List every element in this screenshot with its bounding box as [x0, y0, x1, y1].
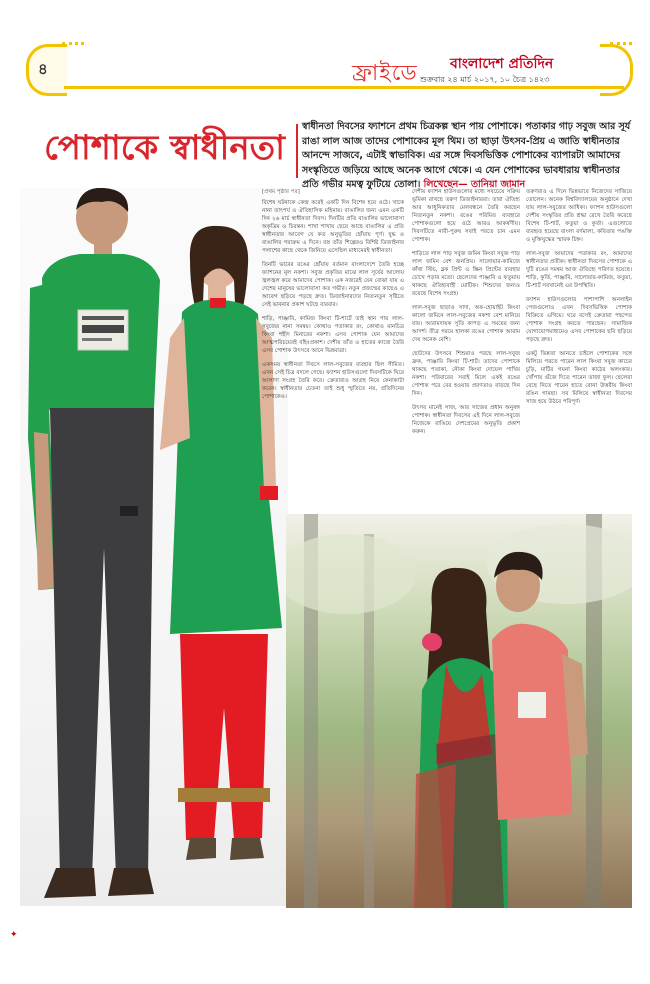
paragraph: তরুণরাও এ দিনে ভিন্নভাবে নিজেদের সাজিয়ে তোলেন। অনেক বিশ্ববিদ্যালয়ের অনুষ্ঠানে দেখা যায় লাল-সবুজের আধিক্য। ফ্যাশন হাউসগুলো দেশীয় সংস্কৃতির প্রতি শ্রদ্ধা রেখে তৈরি করেছে বিশেষ টি-শার্ট, ফতুয়া ও কুর্তা। এগুলোতে ব্যবহৃত হয়েছে বাংলা বর্ণমালা, কবিতার পঙক্তি ও মুক্তিযুদ্ধের স্মারক চিহ্ন।	[526, 189, 632, 243]
paragraph: বিশেষ ঘটনাকে কেন্দ্র করেই একটি দিন বিশেষ হয়ে ওঠে। খাকে নানা তাৎপর্য ও ঐতিহাসিক মহিমায়। বাঙালির জন্য এমন একটি দিন ২৬ মার্চ স্বাধীনতা দিবস। দিনটির প্রতি বাঙালির ভালোবাসা অকৃত্রিম ও চিরন্তন। শাখা শাখায় ছেয়ে আছে বাঙালির এ প্রতি স্বাধীনতার আবেগ যে কত অনুভূতির ছোঁয়ায় পূর্ণ। যুদ্ধ ও বাঙালির পরাক্রম এ দিনে। বস্ত্র তাঁত শিল্পেরও বিশিষ্ট ডিজাইনার পলাশের কাছে থেকে জিনিয়ে এসেছিল মাধ্যমেরই স্বাধীনতা।	[262, 200, 404, 254]
photo-illustration-2	[286, 514, 632, 908]
section-name: ফ্রাইডে	[352, 61, 418, 86]
photo-illustration-1	[20, 188, 288, 906]
fashion-photo-couple-park	[286, 514, 632, 908]
paper-name: বাংলাদেশ প্রতিদিন	[450, 56, 554, 72]
paragraph: ফ্যাশন হাউসগুলোর পাশাপাশি অনলাইন পেজগুলোও এখন দিবসভিত্তিক পোশাক বিক্রিতে এগিয়ে। ঘরে বসেই ক্রেতারা পছন্দের পোশাক সংগ্রহ করতে পারছেন। সামাজিক যোগাযোগমাধ্যমেও এসব পোশাকের ছবি ছড়িয়ে পড়ছে দ্রুত।	[526, 297, 632, 343]
article-column-3	[526, 188, 632, 510]
article-intro	[302, 120, 632, 193]
intro-text: স্বাধীনতা দিবসের ফ্যাশনে প্রথম চিত্রকল্প স্থান পায় পোশাকে। পতাকার গাঢ় সবুজ আর সূর্য রাঙা লাল আজ তাদের পোশাকের মূল থিম। তা ছাড়া উৎসব-প্রিয় এ জাতি স্বাধীনতার আনন্দে সাজবে, এটাই স্বাভাবিক। এর সঙ্গে দিবসভিত্তিক পোশাকের ব্যাপারটা আমাদের সংস্কৃতিতে জড়িয়ে আছে অনেক আগে থেকে। এ যেন পোশাকের ভাবধারায় স্বাধীনতার প্রতি গভীর মমত্ব ফুটিয়ে তোলা।	[302, 121, 631, 191]
paragraph: একটু ভিন্নতা আনতে চাইলে পোশাকের সঙ্গে মিলিয়ে পরতে পারেন লাল কিংবা সবুজ কাচের চুড়ি, মাটির গয়না কিংবা কাঠের অলংকার। খোঁপায় গুঁজে দিতে পারেন তাজা ফুল। ছেলেরা বেছে নিতে পারেন হাতে বোনা উত্তরীয় কিংবা রঙিন গামছা। সব মিলিয়ে স্বাধীনতা দিবসের সাজ হয়ে উঠবে পরিপূর্ণ।	[526, 351, 632, 405]
paragraph: উৎসব মানেই সাজ, আর সাজের প্রধান অনুষঙ্গ পোশাক। স্বাধীনতা দিবসের এই দিনে লাল-সবুজে নিজেকে রাঙিয়ে দেশপ্রেমের অনুভূতি প্রকাশ করুন।	[412, 405, 520, 435]
article-column-2	[412, 188, 520, 510]
issue-date: শুক্রবার ২৪ মার্চ ২০১৭, ১০ চৈত্র ১৪২৩	[420, 75, 550, 84]
continued-tag: [প্রথম পৃষ্ঠার পর]	[262, 189, 300, 195]
intro-separator	[296, 124, 298, 178]
paragraph: শাড়িতে লাল পাড় সবুজ জমিন কিংবা সবুজ পাড় লাল জমিন বেশ জনপ্রিয়। সালোয়ার-কামিজে কাঁথা স্টিচ, ব্লক প্রিন্ট ও স্ক্রিন প্রিন্টের ব্যবহার চোখে পড়ার মতো। ছেলেদের পাঞ্জাবি ও ফতুয়ায় থাকছে ঐতিহ্যবাহী মোটিফ। শিশুদের জন্যও রয়েছে বিশেষ সংগ্রহ।	[412, 251, 520, 297]
paragraph: ছোটদের উৎসবে শিশুরাও পরছে লাল-সবুজ ফ্রক, পাঞ্জাবি কিংবা টি-শার্ট। তাদের পোশাকে থাকছে পতাকা, নৌকা কিংবা দোয়েল পাখির নকশা। পরিবারের সবাই মিলে একই রঙের পোশাক পরে বের হওয়ার প্রবণতাও বাড়ছে দিন দিন।	[412, 351, 520, 397]
page-number: ৪	[38, 60, 48, 78]
paragraph: তিনটি ভাবের রঙের ছোঁয়ায় বর্তমান বাংলাদেশে তৈরি হচ্ছে ফ্যাশনের মূল নকশা। সবুজ প্রকৃতির মাঝে লাল সূর্যের আলোয় জ্বলজ্বল করে আমাদের পোশাক। এক নজরেই যেন বোঝা যায় এ দেশের মানুষের ভালোবাসা কত গভীর। নতুন প্রজন্মের কাছেও এ আবেগ ছড়িয়ে পড়ছে দ্রুত। ডিজাইনারদের নিত্যনতুন সৃষ্টিতে সেই ভাবনার প্রকাশ ঘটছে বারবার।	[262, 262, 404, 308]
byline: লিখেছেন— তানিয়া জামান	[423, 179, 526, 191]
paragraph: লাল-সবুজ আমাদের পতাকার রং, আমাদের স্বাধীনতার প্রতীক। স্বাধীনতা দিবসের পোশাকে এ দুটি রঙের সমন্বয় আজ ঐতিহ্যে পরিণত হয়েছে। শাড়ি, কুর্তি, পাঞ্জাবি, সালোয়ার-কামিজ, ফতুয়া, টি-শার্ট সবখানেই এর উপস্থিতি।	[526, 251, 632, 289]
print-registration-mark: ✦	[10, 930, 18, 940]
fashion-photo-couple-standing	[20, 188, 288, 906]
paragraph: একসময় স্বাধীনতা দিবসে লাল-সবুজের ব্যবহার ছিল সীমিত। এখন সেই চিত্র বদলে গেছে। ফ্যাশন হাউসগুলো দিবসটিকে ঘিরে আলাদা সংগ্রহ তৈরি করে। ক্রেতারাও আগ্রহ নিয়ে কেনাকাটা করেন। স্বাধীনতার চেতনা তাই শুধু স্মৃতিতে নয়, প্রতিদিনের পোশাকেও।	[262, 362, 404, 400]
paragraph: দেশীয় ফ্যাশন হাউসগুলোর মধ্যে সবচেয়ে সক্রিয় ভূমিকা রাখছে তরুণ ডিজাইনাররা। তারা ঐতিহ্য আর আধুনিকতার মেলবন্ধনে তৈরি করছেন নিত্যনতুন নকশা। রঙের পরিমিত ব্যবহারে পোশাকগুলো হয়ে ওঠে আরও আকর্ষণীয়। দিবসটিতে নারী-পুরুষ সবাই পরতে চান এমন পোশাক।	[412, 189, 520, 243]
article-title: পোশাকে স্বাধীনতা	[44, 128, 285, 168]
paragraph: লাল-সবুজ ছাড়াও সাদা, অফ-হোয়াইট কিংবা কালো জমিনে লাল-সবুজের নকশা বেশ মানিয়ে যায়। আরামদায়ক সুতি কাপড় এ সময়ের জন্য আদর্শ। তীব্র গরমে হালকা রঙের পোশাক আরাম দেয় অনেক বেশি।	[412, 305, 520, 343]
article-column-1	[262, 188, 404, 570]
paragraph: শাড়ি, পাঞ্জাবি, কামিজ কিংবা টি-শার্টে তাই স্থান পায় লাল-সবুজের নানা সমন্বয়। কোথাও পতাকার রং, কোথাও মানচিত্র কিংবা শহীদ মিনারের নকশা। এসব পোশাক যেন আমাদের আত্মপরিচয়েরই বহিঃপ্রকাশ। দেশীয় তাঁত ও হাতের কাজে তৈরি এসব পোশাক উৎসবে আনে ভিন্নমাত্রা।	[262, 316, 404, 354]
header-dots-left	[62, 42, 84, 49]
